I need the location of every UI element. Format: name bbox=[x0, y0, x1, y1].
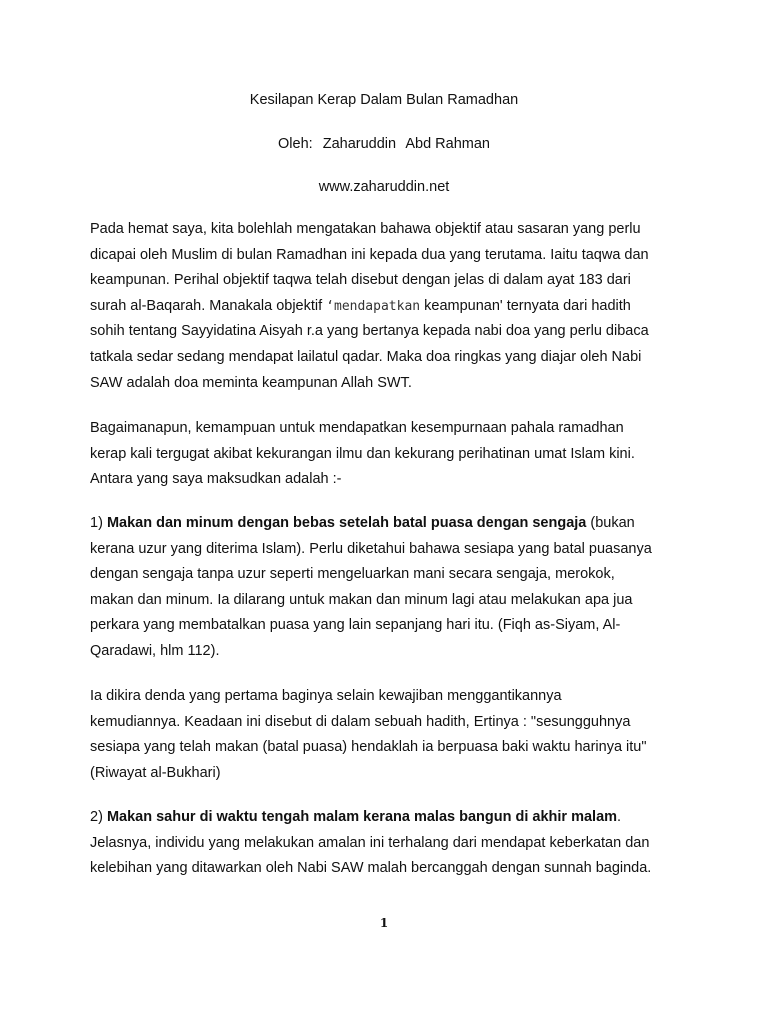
paragraph-point-1 bbox=[90, 511, 690, 665]
author-label: Oleh: bbox=[278, 136, 313, 152]
text-line: Pada hemat saya, kita bolehlah mengatakan bahawa objektif atau sasaran yang perlu bbox=[90, 221, 641, 237]
text-line: keampunan. Perihal objektif taqwa telah disebut dengan jelas di dalam ayat 183 dari bbox=[90, 272, 631, 289]
text-line: kemudiannya. Keadaan ini disebut di dalam sebuah hadith, Ertinya : "sesungguhnya bbox=[90, 713, 631, 730]
text-line: (Riwayat al-Bukhari) bbox=[90, 764, 221, 781]
text-line: kerana uzur yang diterima Islam). Perlu diketahui bahawa sesiapa yang batal puasanya bbox=[90, 540, 652, 557]
text-segment: keampunan' ternyata dari hadith bbox=[424, 297, 631, 314]
author-surname: Abd Rahman bbox=[405, 136, 490, 152]
text-line bbox=[90, 511, 690, 537]
text-line: makan dan minum. Ia dilarang untuk makan dan minum lagi atau melakukan apa jua bbox=[90, 591, 633, 608]
text-line: Bagaimanapun, kemampuan untuk mendapatkan kesempurnaan pahala ramadhan bbox=[90, 420, 624, 436]
text-line: Jelasnya, individu yang melakukan amalan ini terhalang dari mendapat keberkatan dan bbox=[90, 834, 650, 851]
text-line: SAW adalah doa meminta keampunan Allah SWT. bbox=[90, 374, 412, 391]
text-line: perkara yang membatalkan puasa yang lain sepanjang hari itu. (Fiqh as-Siyam, Al- bbox=[90, 617, 621, 634]
paragraph-point-2 bbox=[90, 805, 690, 882]
author-name: Zaharuddin bbox=[322, 136, 397, 152]
paragraph-context bbox=[90, 416, 690, 493]
point-heading: Makan dan minum dengan bebas setelah batal puasa dengan sengaja bbox=[106, 515, 587, 531]
list-number: 1) bbox=[90, 515, 103, 531]
text-segment: surah al-Baqarah. Manakala objektif bbox=[90, 297, 323, 314]
text-line bbox=[90, 294, 690, 320]
text-line: dengan sengaja tanpa uzur seperti mengeluarkan mani secara sengaja, merokok, bbox=[90, 566, 615, 583]
text-line: Antara yang saya maksudkan adalah :- bbox=[90, 471, 342, 488]
point-heading: Makan sahur di waktu tengah malam kerana malas bangun di akhir malam bbox=[106, 809, 618, 825]
text-line: Qaradawi, hlm 112). bbox=[90, 642, 220, 659]
text-segment: (bukan bbox=[590, 515, 635, 531]
highlighted-word: ‘mendapatkan bbox=[326, 298, 421, 314]
text-line: dicapai oleh Muslim di bulan Ramadhan ini kepada dua yang terutama. Iaitu taqwa dan bbox=[90, 246, 649, 263]
list-number: 2) bbox=[90, 809, 103, 825]
text-line: tatkala sedar sedang mendapat lailatul qadar. Maka doa ringkas yang diajar oleh Nabi bbox=[90, 348, 642, 365]
page-number: 1 bbox=[379, 916, 389, 930]
website-url: www.zaharuddin.net bbox=[318, 179, 450, 195]
text-line: kerap kali tergugat akibat kekurangan ilmu dan kekurang perihatinan umat Islam kini. bbox=[90, 445, 635, 462]
text-line: sohih tentang Sayyidatina Aisyah r.a yang bertanya kepada nabi doa yang perlu dibaca bbox=[90, 323, 649, 340]
document-title: Kesilapan Kerap Dalam Bulan Ramadhan bbox=[249, 92, 519, 108]
text-line: kelebihan yang ditawarkan oleh Nabi SAW malah bercanggah dengan sunnah baginda. bbox=[90, 860, 652, 877]
paragraph-hadith bbox=[90, 684, 690, 786]
author-line bbox=[0, 134, 768, 154]
text-segment: . bbox=[617, 809, 622, 825]
text-line: Ia dikira denda yang pertama baginya selain kewajiban menggantikannya bbox=[90, 688, 562, 704]
text-line: sesiapa yang telah makan (batal puasa) hendaklah ia berpuasa baki waktu harinya itu" bbox=[90, 739, 647, 756]
text-line bbox=[90, 805, 690, 831]
paragraph-intro bbox=[90, 217, 690, 396]
